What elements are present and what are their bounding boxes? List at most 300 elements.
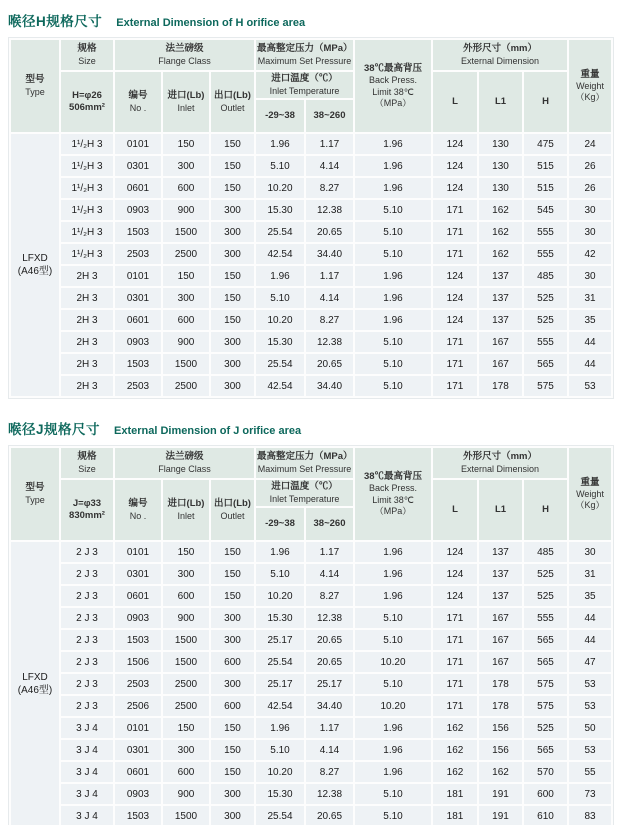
cell-dim-l: 162: [433, 740, 477, 760]
col-header-h-label: H: [542, 96, 549, 108]
cell-inlet-lb: 2500: [163, 674, 209, 694]
col-header-backpress-en1: Back Press.: [369, 75, 418, 86]
col-header-weight: [569, 40, 611, 132]
col-header-type: [11, 448, 59, 540]
cell-outlet-lb: 300: [211, 630, 254, 650]
cell-weight: 73: [569, 784, 611, 804]
cell-pressure-29-38: 42.54: [256, 376, 304, 396]
col-header-l: [433, 480, 477, 540]
cell-outlet-lb: 300: [211, 608, 254, 628]
h-section-title-zh: 喉径H规格尺寸: [8, 14, 103, 29]
cell-spec: 2 J 3: [61, 652, 113, 672]
cell-dim-h: 525: [524, 310, 567, 330]
cell-weight: 26: [569, 178, 611, 198]
cell-pressure-29-38: 42.54: [256, 696, 304, 716]
type-cell-line: LFXD: [22, 671, 48, 683]
cell-dim-l: 181: [433, 806, 477, 825]
cell-dim-l1: 137: [479, 564, 522, 584]
col-header-max-set-pressure: [256, 448, 353, 478]
col-header-outlet-zh: 出口(Lb): [214, 90, 251, 102]
cell-outlet-lb: 150: [211, 178, 254, 198]
cell-dim-l: 171: [433, 354, 477, 374]
cell-weight: 30: [569, 222, 611, 242]
col-header-temp-range-low: [256, 100, 304, 132]
col-header-inlet-zh: 进口(Lb): [167, 498, 205, 510]
cell-spec: 2H 3: [61, 332, 113, 352]
cell-back-pressure: 1.96: [355, 178, 431, 198]
cell-pressure-38-260: 12.38: [306, 784, 353, 804]
col-header-inlet: [163, 480, 209, 540]
cell-dim-h: 565: [524, 354, 567, 374]
cell-pressure-38-260: 20.65: [306, 806, 353, 825]
cell-inlet-lb: 2500: [163, 696, 209, 716]
cell-pressure-29-38: 1.96: [256, 718, 304, 738]
col-header-l1-label: L1: [494, 96, 507, 108]
cell-dim-l1: 130: [479, 156, 522, 176]
cell-dim-h: 525: [524, 718, 567, 738]
col-header-type-zh: 型号: [25, 74, 45, 86]
col-header-l-label: L: [452, 96, 458, 108]
cell-no: 0903: [115, 200, 161, 220]
cell-pressure-38-260: 12.38: [306, 332, 353, 352]
cell-spec: 2 J 3: [61, 608, 113, 628]
cell-spec: 2H 3: [61, 310, 113, 330]
cell-no: 0101: [115, 266, 161, 286]
cell-outlet-lb: 300: [211, 806, 254, 825]
cell-dim-l1: 130: [479, 178, 522, 198]
cell-pressure-29-38: 25.17: [256, 674, 304, 694]
col-header-inlet-en: Inlet: [177, 102, 195, 113]
cell-back-pressure: 5.10: [355, 354, 431, 374]
cell-back-pressure: 1.96: [355, 156, 431, 176]
col-header-outlet-zh: 出口(Lb): [214, 498, 251, 510]
cell-spec: 2H 3: [61, 266, 113, 286]
cell-pressure-29-38: 5.10: [256, 740, 304, 760]
table-row: [11, 784, 611, 804]
cell-spec: 2 J 3: [61, 586, 113, 606]
table-row: [11, 696, 611, 716]
cell-dim-l1: 191: [479, 784, 522, 804]
cell-pressure-29-38: 15.30: [256, 332, 304, 352]
cell-no: 0903: [115, 608, 161, 628]
cell-dim-h: 515: [524, 156, 567, 176]
cell-dim-l: 124: [433, 310, 477, 330]
cell-dim-l1: 167: [479, 608, 522, 628]
cell-dim-l: 171: [433, 652, 477, 672]
cell-dim-h: 565: [524, 740, 567, 760]
col-header-size-value: [61, 480, 113, 540]
cell-dim-l: 171: [433, 608, 477, 628]
col-header-external-dimension: [433, 448, 567, 478]
cell-no: 1503: [115, 630, 161, 650]
cell-no: 0301: [115, 288, 161, 308]
cell-weight: 47: [569, 652, 611, 672]
cell-dim-h: 545: [524, 200, 567, 220]
cell-back-pressure: 5.10: [355, 376, 431, 396]
cell-dim-h: 515: [524, 178, 567, 198]
cell-dim-l1: 167: [479, 652, 522, 672]
cell-outlet-lb: 150: [211, 310, 254, 330]
col-header-size-value: [61, 72, 113, 132]
col-header-size-value-2: 830mm²: [69, 510, 105, 521]
col-header-no-en: No .: [129, 510, 147, 521]
col-header-pressure-zh: 最高整定压力（MPa）: [257, 43, 353, 55]
cell-inlet-lb: 2500: [163, 376, 209, 396]
cell-inlet-lb: 1500: [163, 806, 209, 825]
col-header-flange-en: Flange Class: [158, 55, 211, 66]
cell-pressure-29-38: 15.30: [256, 608, 304, 628]
cell-dim-h: 485: [524, 542, 567, 562]
col-header-temp-zh: 进口温度（℃）: [271, 481, 338, 493]
cell-dim-l1: 137: [479, 542, 522, 562]
cell-inlet-lb: 150: [163, 134, 209, 154]
cell-no: 0101: [115, 718, 161, 738]
cell-pressure-38-260: 1.17: [306, 134, 353, 154]
cell-dim-l: 124: [433, 586, 477, 606]
col-header-flange-class: [115, 40, 254, 70]
cell-weight: 35: [569, 310, 611, 330]
cell-spec: 3 J 4: [61, 718, 113, 738]
cell-outlet-lb: 150: [211, 740, 254, 760]
cell-pressure-38-260: 8.27: [306, 586, 353, 606]
j-orifice-table-body: [11, 542, 611, 825]
type-cell: [11, 542, 59, 825]
col-header-size-zh: 规格: [77, 43, 97, 55]
col-header-weight-en: Weight: [576, 488, 604, 499]
cell-pressure-38-260: 4.14: [306, 288, 353, 308]
cell-pressure-38-260: 34.40: [306, 696, 353, 716]
cell-spec: 2H 3: [61, 354, 113, 374]
cell-inlet-lb: 150: [163, 542, 209, 562]
cell-dim-h: 575: [524, 376, 567, 396]
col-header-outlet-en: Outlet: [220, 102, 245, 113]
cell-weight: 35: [569, 586, 611, 606]
cell-no: 0301: [115, 564, 161, 584]
table-row: [11, 652, 611, 672]
cell-spec: 2 J 3: [61, 696, 113, 716]
col-header-type-en: Type: [25, 494, 45, 505]
j-orifice-table: [8, 445, 614, 825]
cell-no: 2506: [115, 696, 161, 716]
cell-dim-l1: 156: [479, 718, 522, 738]
cell-no: 0101: [115, 542, 161, 562]
j-section-title-en: External Dimension of J orifice area: [114, 425, 302, 437]
table-row: [11, 630, 611, 650]
col-header-inlet-zh: 进口(Lb): [167, 90, 205, 102]
cell-dim-h: 600: [524, 784, 567, 804]
table-row: [11, 718, 611, 738]
cell-pressure-38-260: 1.17: [306, 542, 353, 562]
col-header-type-en: Type: [25, 86, 45, 97]
cell-weight: 53: [569, 674, 611, 694]
cell-pressure-29-38: 42.54: [256, 244, 304, 264]
cell-weight: 44: [569, 332, 611, 352]
j-section-title-zh: 喉径J规格尺寸: [8, 422, 101, 437]
col-header-back-pressure: [355, 40, 431, 132]
cell-dim-l: 124: [433, 288, 477, 308]
table-row: [11, 266, 611, 286]
cell-back-pressure: 1.96: [355, 310, 431, 330]
type-cell-line: (A46型): [17, 685, 53, 696]
col-header-pressure-zh: 最高整定压力（MPa）: [257, 451, 353, 463]
cell-pressure-29-38: 25.54: [256, 354, 304, 374]
cell-inlet-lb: 1500: [163, 354, 209, 374]
cell-back-pressure: 5.10: [355, 674, 431, 694]
cell-pressure-29-38: 5.10: [256, 288, 304, 308]
cell-outlet-lb: 150: [211, 266, 254, 286]
cell-inlet-lb: 600: [163, 178, 209, 198]
col-header-size-en: Size: [78, 55, 96, 66]
cell-dim-l: 171: [433, 674, 477, 694]
col-header-extdim-zh: 外形尺寸（mm）: [463, 43, 537, 55]
cell-pressure-29-38: 10.20: [256, 762, 304, 782]
col-header-temp-en: Inlet Temperature: [269, 493, 340, 504]
cell-dim-l1: 162: [479, 222, 522, 242]
cell-spec: 2H 3: [61, 288, 113, 308]
cell-back-pressure: 10.20: [355, 652, 431, 672]
cell-inlet-lb: 900: [163, 608, 209, 628]
col-header-inlet-temperature: [256, 72, 353, 98]
cell-back-pressure: 5.10: [355, 608, 431, 628]
j-section-title: [8, 418, 612, 438]
table-row: [11, 222, 611, 242]
cell-dim-l1: 191: [479, 806, 522, 825]
cell-pressure-38-260: 34.40: [306, 244, 353, 264]
cell-dim-h: 555: [524, 608, 567, 628]
cell-weight: 26: [569, 156, 611, 176]
cell-weight: 44: [569, 630, 611, 650]
cell-pressure-38-260: 4.14: [306, 564, 353, 584]
col-header-backpress-unit: （MPa）: [374, 97, 412, 108]
cell-dim-h: 475: [524, 134, 567, 154]
cell-pressure-29-38: 25.54: [256, 806, 304, 825]
table-row: [11, 332, 611, 352]
col-header-weight-unit: （Kg）: [575, 92, 605, 103]
cell-spec: 1¹/₂H 3: [61, 134, 113, 154]
cell-pressure-29-38: 25.54: [256, 652, 304, 672]
cell-back-pressure: 1.96: [355, 266, 431, 286]
col-header-l1: [479, 480, 522, 540]
cell-dim-l: 162: [433, 718, 477, 738]
cell-dim-h: 525: [524, 586, 567, 606]
cell-spec: 2 J 3: [61, 630, 113, 650]
cell-pressure-29-38: 10.20: [256, 310, 304, 330]
cell-back-pressure: 1.96: [355, 762, 431, 782]
col-header-backpress-en2: Limit 38℃: [372, 86, 414, 97]
col-header-h: [524, 72, 567, 132]
cell-dim-l1: 178: [479, 696, 522, 716]
cell-back-pressure: 1.96: [355, 740, 431, 760]
cell-inlet-lb: 300: [163, 740, 209, 760]
cell-spec: 2 J 3: [61, 542, 113, 562]
cell-no: 0601: [115, 310, 161, 330]
cell-inlet-lb: 1500: [163, 652, 209, 672]
table-row: [11, 564, 611, 584]
cell-dim-l1: 156: [479, 740, 522, 760]
col-header-no-en: No .: [129, 102, 147, 113]
cell-no: 0301: [115, 156, 161, 176]
col-header-size-value-1: H=φ26: [72, 89, 102, 101]
cell-weight: 53: [569, 696, 611, 716]
cell-weight: 31: [569, 564, 611, 584]
table-row: [11, 806, 611, 825]
cell-weight: 55: [569, 762, 611, 782]
cell-dim-l: 171: [433, 696, 477, 716]
cell-dim-l: 124: [433, 542, 477, 562]
cell-dim-l1: 162: [479, 200, 522, 220]
cell-spec: 3 J 4: [61, 784, 113, 804]
col-header-inlet-temperature: [256, 480, 353, 506]
col-header-weight-en: Weight: [576, 80, 604, 91]
col-header-backpress-en1: Back Press.: [369, 483, 418, 494]
h-orifice-table-body: [11, 134, 611, 396]
cell-weight: 30: [569, 200, 611, 220]
col-header-weight-zh: 重量: [580, 476, 600, 488]
cell-outlet-lb: 300: [211, 674, 254, 694]
table-row: [11, 134, 611, 154]
col-header-size-value-2: 506mm²: [69, 102, 105, 113]
cell-back-pressure: 1.96: [355, 718, 431, 738]
cell-back-pressure: 5.10: [355, 244, 431, 264]
cell-weight: 50: [569, 718, 611, 738]
cell-pressure-29-38: 5.10: [256, 564, 304, 584]
cell-back-pressure: 5.10: [355, 806, 431, 825]
cell-outlet-lb: 150: [211, 156, 254, 176]
cell-inlet-lb: 1500: [163, 630, 209, 650]
cell-dim-l: 171: [433, 222, 477, 242]
table-row: [11, 244, 611, 264]
cell-inlet-lb: 900: [163, 200, 209, 220]
cell-outlet-lb: 150: [211, 586, 254, 606]
cell-dim-l1: 167: [479, 630, 522, 650]
col-header-extdim-en: External Dimension: [461, 55, 540, 66]
cell-inlet-lb: 2500: [163, 244, 209, 264]
cell-pressure-38-260: 1.17: [306, 266, 353, 286]
col-header-inlet: [163, 72, 209, 132]
cell-pressure-38-260: 20.65: [306, 354, 353, 374]
cell-dim-l1: 162: [479, 762, 522, 782]
cell-outlet-lb: 150: [211, 718, 254, 738]
cell-outlet-lb: 150: [211, 288, 254, 308]
col-header-backpress-zh: 38℃最高背压: [363, 470, 423, 482]
cell-weight: 53: [569, 376, 611, 396]
cell-dim-l: 171: [433, 200, 477, 220]
cell-dim-h: 575: [524, 696, 567, 716]
cell-pressure-38-260: 8.27: [306, 310, 353, 330]
cell-inlet-lb: 900: [163, 332, 209, 352]
cell-no: 1503: [115, 354, 161, 374]
cell-dim-h: 555: [524, 244, 567, 264]
cell-pressure-38-260: 8.27: [306, 762, 353, 782]
cell-no: 2503: [115, 376, 161, 396]
cell-dim-l1: 162: [479, 244, 522, 264]
col-header-h-label: H: [542, 504, 549, 516]
type-cell-line: (A46型): [17, 266, 53, 277]
col-header-no: [115, 72, 161, 132]
col-header-range-high-label: 38~260: [313, 110, 346, 122]
cell-dim-l: 124: [433, 134, 477, 154]
cell-pressure-29-38: 10.20: [256, 586, 304, 606]
cell-weight: 30: [569, 542, 611, 562]
cell-dim-l: 124: [433, 156, 477, 176]
cell-dim-l: 162: [433, 762, 477, 782]
cell-dim-l1: 178: [479, 376, 522, 396]
col-header-no: [115, 480, 161, 540]
cell-weight: 42: [569, 244, 611, 264]
cell-outlet-lb: 150: [211, 542, 254, 562]
col-header-temp-range-high: [306, 100, 353, 132]
table-row: [11, 762, 611, 782]
cell-weight: 44: [569, 354, 611, 374]
cell-pressure-29-38: 10.20: [256, 178, 304, 198]
cell-dim-h: 575: [524, 674, 567, 694]
table-row: [11, 376, 611, 396]
cell-no: 0101: [115, 134, 161, 154]
cell-pressure-38-260: 34.40: [306, 376, 353, 396]
cell-pressure-38-260: 1.17: [306, 718, 353, 738]
col-header-flange-zh: 法兰磅级: [165, 43, 204, 55]
col-header-external-dimension: [433, 40, 567, 70]
col-header-backpress-en2: Limit 38℃: [372, 494, 414, 505]
cell-dim-l1: 178: [479, 674, 522, 694]
col-header-no-zh: 编号: [128, 90, 148, 102]
col-header-size-zh: 规格: [77, 451, 97, 463]
cell-dim-h: 565: [524, 630, 567, 650]
cell-no: 1503: [115, 806, 161, 825]
cell-dim-h: 570: [524, 762, 567, 782]
cell-back-pressure: 5.10: [355, 784, 431, 804]
cell-dim-l1: 137: [479, 266, 522, 286]
col-header-temp-en: Inlet Temperature: [269, 85, 340, 96]
col-header-pressure-en: Maximum Set Pressure: [257, 463, 352, 474]
cell-inlet-lb: 300: [163, 564, 209, 584]
cell-pressure-38-260: 25.17: [306, 674, 353, 694]
cell-outlet-lb: 300: [211, 332, 254, 352]
cell-spec: 1¹/₂H 3: [61, 222, 113, 242]
type-cell-line: LFXD: [22, 252, 48, 264]
cell-spec: 1¹/₂H 3: [61, 156, 113, 176]
col-header-max-set-pressure: [256, 40, 353, 70]
cell-dim-h: 555: [524, 222, 567, 242]
cell-dim-l: 171: [433, 630, 477, 650]
cell-no: 0601: [115, 586, 161, 606]
cell-dim-l1: 137: [479, 310, 522, 330]
cell-spec: 1¹/₂H 3: [61, 178, 113, 198]
cell-spec: 1¹/₂H 3: [61, 244, 113, 264]
cell-back-pressure: 1.96: [355, 564, 431, 584]
col-header-weight: [569, 448, 611, 540]
cell-inlet-lb: 1500: [163, 222, 209, 242]
cell-inlet-lb: 600: [163, 310, 209, 330]
col-header-pressure-en: Maximum Set Pressure: [257, 55, 352, 66]
cell-dim-h: 610: [524, 806, 567, 825]
cell-pressure-38-260: 8.27: [306, 178, 353, 198]
col-header-back-pressure: [355, 448, 431, 540]
cell-dim-h: 525: [524, 564, 567, 584]
cell-dim-h: 485: [524, 266, 567, 286]
cell-back-pressure: 5.10: [355, 332, 431, 352]
cell-dim-l1: 167: [479, 354, 522, 374]
col-header-outlet: [211, 72, 254, 132]
col-header-backpress-unit: （MPa）: [374, 505, 412, 516]
cell-no: 2503: [115, 244, 161, 264]
cell-dim-l: 171: [433, 376, 477, 396]
col-header-range-low-label: -29~38: [265, 518, 295, 530]
cell-back-pressure: 5.10: [355, 222, 431, 242]
cell-pressure-38-260: 20.65: [306, 652, 353, 672]
cell-outlet-lb: 300: [211, 244, 254, 264]
cell-dim-l1: 137: [479, 288, 522, 308]
